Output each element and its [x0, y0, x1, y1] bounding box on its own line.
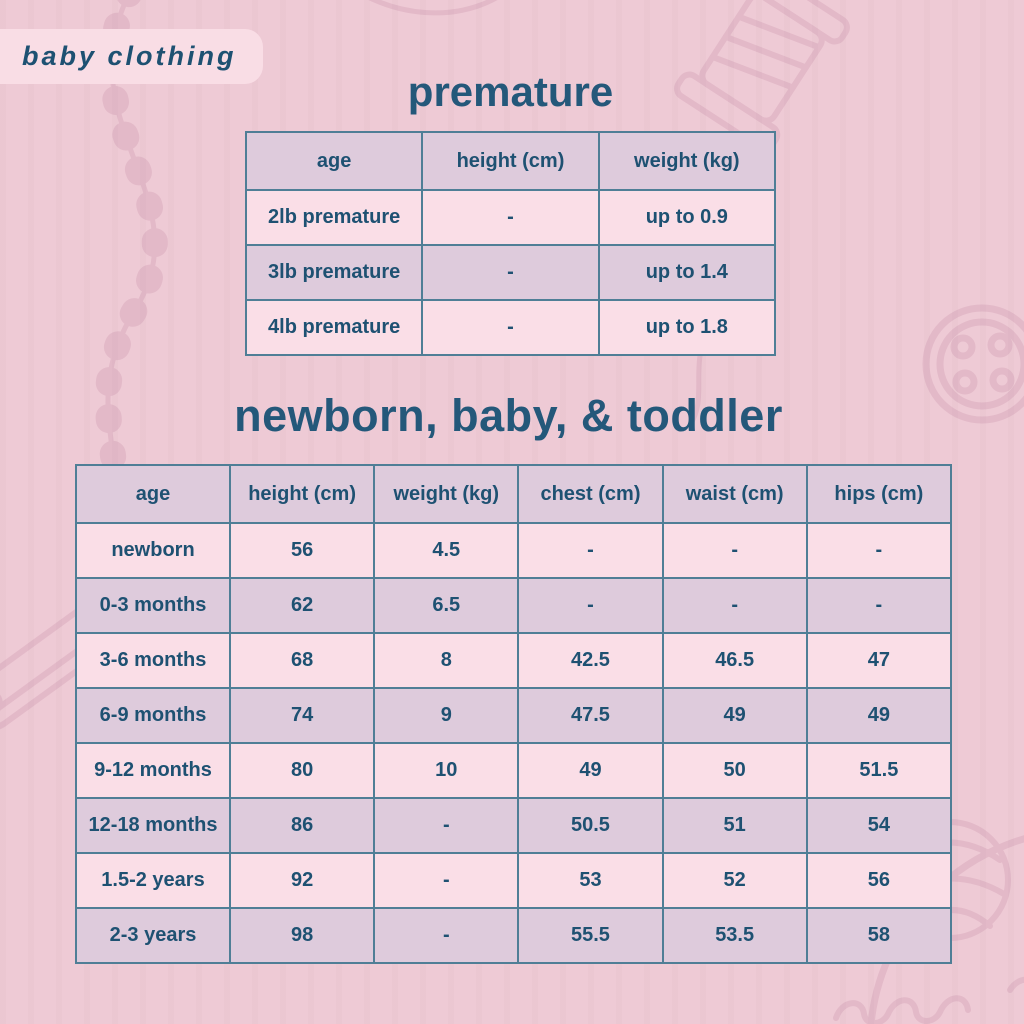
table-cell: 56 — [807, 853, 951, 908]
table-cell: - — [518, 578, 662, 633]
column-header: age — [246, 132, 422, 190]
table-cell: - — [374, 853, 518, 908]
column-header: age — [76, 465, 230, 523]
table-row — [246, 300, 775, 355]
table-cell: 3lb premature — [246, 245, 422, 300]
table-cell: 55.5 — [518, 908, 662, 963]
table-row — [76, 633, 951, 688]
column-header: weight (kg) — [599, 132, 775, 190]
table-cell: 3-6 months — [76, 633, 230, 688]
table-cell: up to 0.9 — [599, 190, 775, 245]
table-cell: 49 — [663, 688, 807, 743]
column-header: height (cm) — [230, 465, 374, 523]
table-cell: 53.5 — [663, 908, 807, 963]
table-cell: 10 — [374, 743, 518, 798]
table-cell: - — [807, 578, 951, 633]
column-header: chest (cm) — [518, 465, 662, 523]
scallop-stitch-doodle — [836, 980, 1024, 1023]
table-cell: - — [422, 245, 598, 300]
table-row — [246, 190, 775, 245]
table-cell: 51.5 — [807, 743, 951, 798]
table-row — [76, 688, 951, 743]
table-cell: 47 — [807, 633, 951, 688]
table-cell: 50 — [663, 743, 807, 798]
table-cell: - — [663, 578, 807, 633]
column-header: hips (cm) — [807, 465, 951, 523]
table-cell: 92 — [230, 853, 374, 908]
table-cell: 4.5 — [374, 523, 518, 578]
header-row — [76, 465, 951, 523]
table-cell: up to 1.8 — [599, 300, 775, 355]
premature-size-table — [245, 131, 776, 356]
table-cell: 98 — [230, 908, 374, 963]
newborn-title: newborn, baby, & toddler — [234, 390, 783, 441]
badge-baby-clothing — [0, 29, 263, 84]
table-cell: 80 — [230, 743, 374, 798]
table-cell: 6-9 months — [76, 688, 230, 743]
table-cell: 53 — [518, 853, 662, 908]
table-cell: 62 — [230, 578, 374, 633]
badge-label: baby clothing — [22, 41, 237, 71]
table-row — [76, 798, 951, 853]
table-cell: - — [374, 908, 518, 963]
column-header: waist (cm) — [663, 465, 807, 523]
newborn-size-table — [75, 464, 952, 964]
column-header: height (cm) — [422, 132, 598, 190]
table-cell: 86 — [230, 798, 374, 853]
table-cell: 49 — [807, 688, 951, 743]
table-cell: - — [374, 798, 518, 853]
table-cell: 6.5 — [374, 578, 518, 633]
table-cell: - — [422, 190, 598, 245]
table-cell: 2lb premature — [246, 190, 422, 245]
table-cell: - — [518, 523, 662, 578]
table-row — [76, 523, 951, 578]
table-cell: 58 — [807, 908, 951, 963]
table-cell: 51 — [663, 798, 807, 853]
table-cell: - — [807, 523, 951, 578]
table-cell: - — [663, 523, 807, 578]
table-cell: up to 1.4 — [599, 245, 775, 300]
table-cell: 52 — [663, 853, 807, 908]
column-header: weight (kg) — [374, 465, 518, 523]
table-cell: 56 — [230, 523, 374, 578]
table-row — [76, 578, 951, 633]
header-row — [246, 132, 775, 190]
table-cell: 50.5 — [518, 798, 662, 853]
table-cell: 12-18 months — [76, 798, 230, 853]
table-cell: 47.5 — [518, 688, 662, 743]
table-cell: 74 — [230, 688, 374, 743]
premature-title: premature — [407, 68, 614, 115]
table-cell: 42.5 — [518, 633, 662, 688]
table-cell: 46.5 — [663, 633, 807, 688]
table-cell: 49 — [518, 743, 662, 798]
table-cell: 68 — [230, 633, 374, 688]
table-cell: 54 — [807, 798, 951, 853]
table-cell: newborn — [76, 523, 230, 578]
table-cell: - — [422, 300, 598, 355]
table-cell: 1.5-2 years — [76, 853, 230, 908]
table-row — [76, 743, 951, 798]
table-row — [76, 908, 951, 963]
table-cell: 4lb premature — [246, 300, 422, 355]
table-row — [246, 245, 775, 300]
table-cell: 8 — [374, 633, 518, 688]
table-row — [76, 853, 951, 908]
table-cell: 0-3 months — [76, 578, 230, 633]
table-cell: 9 — [374, 688, 518, 743]
table-cell: 9-12 months — [76, 743, 230, 798]
table-cell: 2-3 years — [76, 908, 230, 963]
